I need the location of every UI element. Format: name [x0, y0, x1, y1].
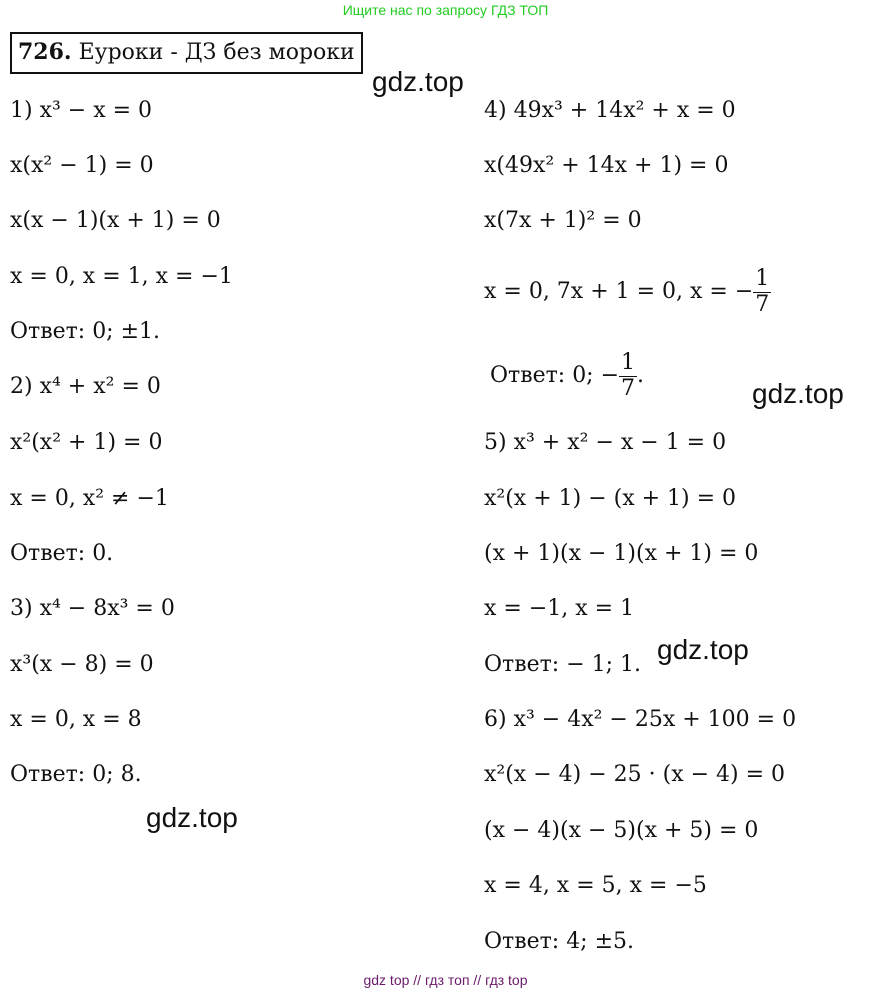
solution-line-text: x = 0, 7x + 1 = 0, x = − [484, 279, 754, 304]
solution-line: x = 0, x = 1, x = −1 [10, 264, 233, 289]
solution-line: (x − 4)(x − 5)(x + 5) = 0 [484, 818, 759, 843]
answer-text: Ответ: 0; − [490, 363, 620, 388]
solution-line: 1) x³ − x = 0 [10, 98, 153, 123]
solution-line: x = 4, x = 5, x = −5 [484, 873, 707, 898]
solution-line: x²(x² + 1) = 0 [10, 430, 163, 455]
solution-line: (x + 1)(x − 1)(x + 1) = 0 [484, 541, 759, 566]
solution-line-fraction [484, 262, 771, 322]
task-title-box [10, 32, 363, 74]
footer-links: gdz top // гдз топ // гдз top [363, 972, 528, 988]
solution-line: x(x − 1)(x + 1) = 0 [10, 208, 221, 233]
task-title: Еуроки - ДЗ без мороки [78, 40, 355, 65]
solution-line: x³(x − 8) = 0 [10, 652, 154, 677]
solution-line: x(7x + 1)² = 0 [484, 208, 642, 233]
solution-line: x²(x − 4) − 25 · (x − 4) = 0 [484, 762, 786, 787]
fraction-denominator: 7 [621, 375, 636, 401]
watermark: gdz.top [372, 66, 464, 97]
solution-line: x(x² − 1) = 0 [10, 153, 154, 178]
watermark: gdz.top [657, 634, 749, 665]
solution-line: x = 0, x = 8 [10, 707, 142, 732]
answer-line: Ответ: 0. [10, 541, 114, 566]
watermark: gdz.top [752, 378, 844, 409]
solution-line: 6) x³ − 4x² − 25x + 100 = 0 [484, 707, 797, 732]
fraction-numerator: 1 [755, 266, 770, 292]
answer-line: Ответ: 0; 8. [10, 762, 142, 787]
answer-line: Ответ: 4; ±5. [484, 929, 635, 954]
answer-line-fraction [490, 346, 644, 406]
fraction-numerator: 1 [621, 350, 636, 376]
solution-line: x = −1, x = 1 [484, 596, 635, 621]
solution-line: 2) x⁴ + x² = 0 [10, 374, 161, 399]
solution-line: x²(x + 1) − (x + 1) = 0 [484, 486, 737, 511]
answer-line: Ответ: 0; ±1. [10, 319, 161, 344]
task-number: 726. [18, 39, 72, 65]
solution-line: 4) 49x³ + 14x² + x = 0 [484, 98, 736, 123]
answer-line: Ответ: − 1; 1. [484, 652, 642, 677]
solution-line: x(49x² + 14x + 1) = 0 [484, 153, 729, 178]
watermark: gdz.top [146, 802, 238, 833]
solution-line: 5) x³ + x² − x − 1 = 0 [484, 430, 727, 455]
fraction [619, 351, 637, 400]
solution-line: x = 0, x² ≠ −1 [10, 486, 169, 511]
answer-tail: . [637, 363, 645, 388]
fraction [753, 267, 771, 316]
fraction-denominator: 7 [755, 291, 770, 317]
solution-line: 3) x⁴ − 8x³ = 0 [10, 596, 175, 621]
top-banner: Ищите нас по запросу ГДЗ ТОП [342, 2, 549, 18]
